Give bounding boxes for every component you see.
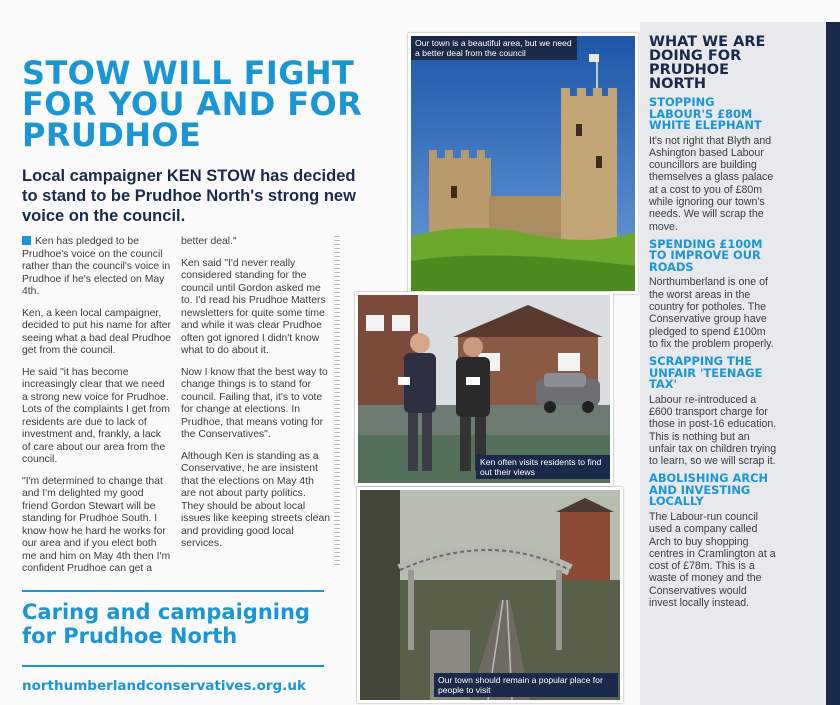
article-column-2	[181, 236, 331, 560]
photo-caption: Ken often visits residents to find out their views	[476, 455, 610, 479]
slogan: Caring and campaigning for Prudhoe North	[22, 600, 310, 648]
sidebar-section	[649, 236, 777, 350]
castle-image	[411, 36, 635, 291]
paragraph: He said "it has become increasingly clear that we need a strong new voice for Prudhoe. Lots of the complaints I get from residents are due to lack of investment and, frankly, a lack of care about our area from the council.	[22, 366, 170, 465]
sidebar-title: WHAT WE ARE DOING FOR PRUDHOE NORTH	[649, 34, 766, 92]
article-column-1	[22, 236, 172, 585]
sidebar-section	[649, 97, 777, 233]
page-title: STOW WILL FIGHT FOR YOU AND FOR PRUDHOE	[22, 54, 363, 154]
column-divider	[334, 236, 340, 566]
paragraph: Ken, a keen local campaigner, decided to put his name for after seeing what a bad deal Prudhoe get from the council.	[22, 307, 172, 356]
divider-rule	[22, 590, 324, 592]
station-photo	[357, 487, 623, 703]
paragraph: "I'm determined to change that and I'm delighted my good friend Gordon Stewart will be standing for Prudhoe South. I know how he hard he works for our area and if you elect both me and him on May 4th then I'm confident Prudhoe can get a	[22, 475, 171, 574]
residents-photo	[355, 292, 613, 486]
section-heading: STOPPING LABOUR'S £80M WHITE ELEPHANT	[649, 95, 762, 132]
website-link[interactable]: northumberlandconservatives.org.uk	[22, 678, 306, 694]
paragraph: better deal."	[181, 236, 237, 247]
section-heading: SCRAPPING THE UNFAIR 'TEENAGE TAX'	[649, 354, 763, 392]
photo-caption: Our town should remain a popular place for people to visit	[434, 673, 618, 697]
section-heading: ABOLISHING ARCH AND INVESTING LOCALLY	[649, 471, 768, 509]
sidebar-content	[649, 35, 777, 609]
sidebar-edge-strip	[826, 22, 840, 705]
divider-rule	[22, 665, 324, 667]
sidebar-section	[649, 473, 777, 609]
paragraph: Although Ken is standing as a Conservative, he are insistent that the elections on May 4th are not about party politics. They should be about local issues like keeping streets clean and providing good local services.	[181, 450, 331, 549]
paragraph: Ken has pledged to be Prudhoe's voice on the council rather than the council's voice in Prudhoe if he's elected on May 4th.	[22, 236, 171, 297]
section-body: The Labour-run council used a company called Arch to buy shopping centres in Cramlington at a cost of £78m. This is a waste of money and the Conservatives would invest locally instead.	[649, 510, 776, 610]
standfirst: Local campaigner KEN STOW has decided to stand to be Prudhoe North's strong new voice on the council.	[22, 167, 356, 225]
photo-caption: Our town is a beautiful area, but we need a better deal from the council	[411, 36, 577, 60]
sidebar-section	[649, 356, 777, 467]
castle-photo	[408, 33, 638, 294]
section-body: It's not right that Blyth and Ashington based Labour councillors are building themselves a glass palace at a cost to you of £80m while ignoring our town's needs. We will scrap the move.	[649, 134, 774, 233]
paragraph: Now I know that the best way to change things is to stand for council. Failing that, it's to vote for change at elections. In Prudhoe, that means voting for the Conservatives".	[181, 366, 328, 440]
station-image	[360, 490, 620, 700]
bullet-square-icon	[22, 236, 31, 245]
section-body: Northumberland is one of the worst areas in the country for potholes. The Conservative group have pledged to spend £100m to fix the problem properly.	[649, 276, 774, 350]
paragraph: Ken said "I'd never really considered standing for the council until Gordon asked me to. I'd read his Prudhoe Matters newsletters for quite some time and while it was clear Prudhoe often got ignored I didn't know what to do about it.	[181, 257, 326, 356]
section-body: Labour re-introduced a £600 transport charge for those in post-16 education. This is nothing but an unfair tax on children trying to learn, so we will scrap it.	[649, 393, 777, 468]
section-heading: SPENDING £100M TO IMPROVE OUR ROADS	[649, 236, 763, 274]
